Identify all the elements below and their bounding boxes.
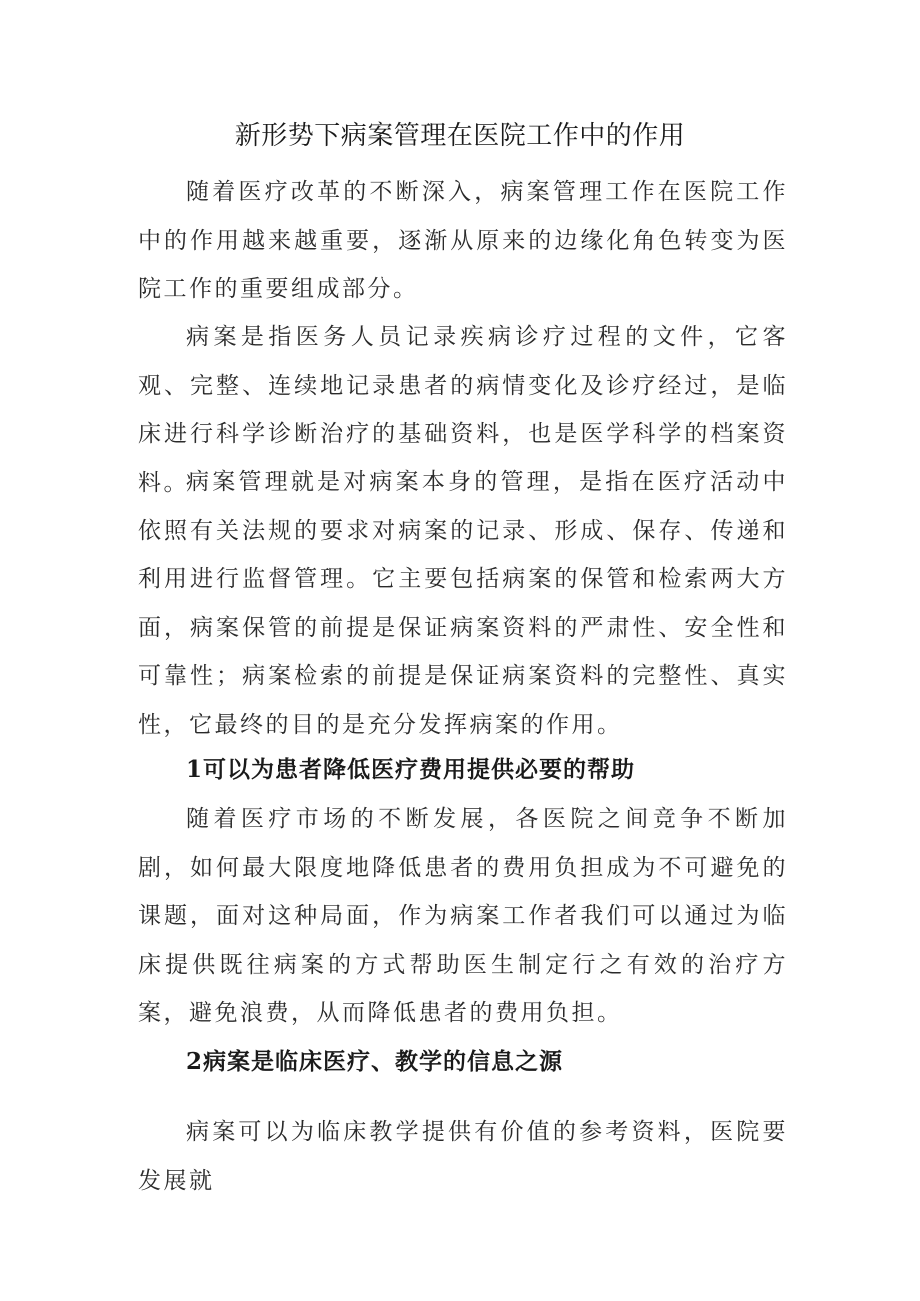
management-paragraph: 病案管理就是对病案本身的管理，是指在医疗活动中依照有关法规的要求对病案的记录、形成、保存、传递和利用进行监督管理。它主要包括病案的保管和检索两大方面，病案保管的前提是保证病案资料的严肃性、安全性和可靠性；病案检索的前提是保证病案资料的完整性、真实性，它最终的目的是充分发挥病案的作用。 <box>138 469 788 738</box>
section-1-paragraph: 随着医疗市场的不断发展，各医院之间竞争不断加剧，如何最大限度地降低患者的费用负担成为不可避免的课题，面对这种局面，作为病案工作者我们可以通过为临床提供既往病案的方式帮助医生制定行之有效的治疗方案，避免浪费，从而降低患者的费用负担。 <box>138 806 788 1026</box>
section-2-heading: 2病案是临床医疗、教学的信息之源 <box>186 1048 564 1075</box>
document-title: 新形势下病案管理在医院工作中的作用 <box>234 121 686 151</box>
section-1-heading: 1可以为患者降低医疗费用提供必要的帮助 <box>186 756 636 783</box>
definition-paragraph: 病案是指医务人员记录疾病诊疗过程的文件，它客观、完整、连续地记录患者的病情变化及诊疗经过，是临床进行科学诊断治疗的基础资料，也是医学科学的档案资料。 <box>138 324 788 496</box>
section-2-paragraph: 病案可以为临床教学提供有价值的参考资料，医院要发展就 <box>138 1119 788 1194</box>
intro-paragraph: 随着医疗改革的不断深入，病案管理工作在医院工作中的作用越来越重要，逐渐从原来的边缘化角色转变为医院工作的重要组成部分。 <box>138 179 788 302</box>
